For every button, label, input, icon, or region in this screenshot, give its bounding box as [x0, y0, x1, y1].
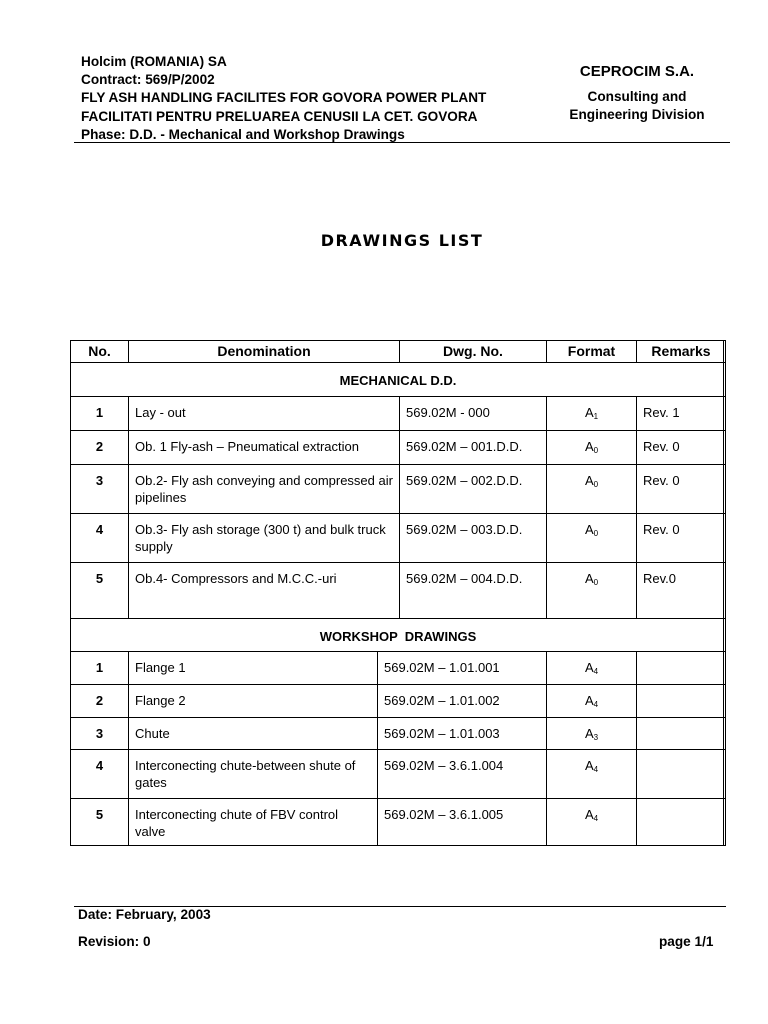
- format-letter: A: [584, 758, 594, 773]
- col-header-remarks: Remarks: [636, 341, 725, 362]
- row-format: [546, 799, 636, 846]
- format-letter: A: [584, 660, 594, 675]
- row-dwg-no: 569.02M – 002.D.D.: [399, 465, 546, 513]
- row-denomination: Flange 1: [128, 652, 377, 684]
- table-row: [71, 464, 725, 513]
- format-index: 4: [593, 700, 599, 709]
- row-denomination: Ob. 1 Fly-ash – Pneumatical extraction: [128, 431, 399, 464]
- format-letter: A: [584, 405, 594, 420]
- drawings-table: [70, 340, 726, 846]
- row-dwg-no: 569.02M – 1.01.003: [377, 718, 546, 749]
- table-row: [71, 749, 725, 798]
- row-dwg-no: 569.02M – 3.6.1.005: [377, 799, 546, 846]
- row-dwg-no: 569.02M – 003.D.D.: [399, 514, 546, 562]
- format-letter: A: [584, 807, 594, 822]
- footer-revision: Revision: 0: [78, 934, 151, 949]
- row-number: 1: [95, 405, 104, 420]
- company-block: [556, 62, 718, 123]
- row-number: 2: [95, 693, 104, 708]
- project-title-ro: FACILITATI PENTRU PRELUAREA CENUSII LA CET. GOVORA: [81, 108, 478, 124]
- contract-line: Contract: 569/P/2002: [81, 72, 215, 88]
- format-index: 3: [593, 733, 599, 742]
- project-header: [81, 53, 486, 144]
- row-remarks: Rev.0: [636, 563, 725, 618]
- format-index: 0: [593, 480, 599, 489]
- row-format: [546, 750, 636, 798]
- format-index: 0: [593, 529, 599, 538]
- format-letter: A: [584, 726, 594, 741]
- row-number: 4: [95, 758, 104, 773]
- company-division: Consulting and Engineering Division: [569, 89, 705, 122]
- col-header-dwg: Dwg. No.: [399, 341, 546, 362]
- format-letter: A: [584, 693, 594, 708]
- row-number: 3: [95, 726, 104, 741]
- row-remarks: [636, 750, 725, 798]
- row-format: [546, 397, 636, 430]
- row-dwg-no: 569.02M – 1.01.002: [377, 685, 546, 717]
- table-row: [71, 651, 725, 684]
- table-row: [71, 430, 725, 464]
- row-denomination: Interconecting chute of FBV control valve: [128, 799, 377, 846]
- table-header-row: [71, 341, 725, 362]
- row-remarks: [636, 718, 725, 749]
- row-remarks: [636, 799, 725, 846]
- row-format: [546, 652, 636, 684]
- format-index: 1: [593, 412, 599, 421]
- format-letter: A: [584, 571, 594, 586]
- row-denomination: Flange 2: [128, 685, 377, 717]
- row-format: [546, 465, 636, 513]
- row-denomination: Lay - out: [128, 397, 399, 430]
- format-letter: A: [584, 473, 594, 488]
- format-index: 0: [593, 446, 599, 455]
- footer-page-number: page 1/1: [659, 934, 714, 949]
- row-dwg-no: 569.02M - 000: [399, 397, 546, 430]
- section-title-workshop: [71, 618, 725, 651]
- row-remarks: Rev. 1: [636, 397, 725, 430]
- table-row: [71, 513, 725, 562]
- header-divider: [74, 142, 730, 143]
- row-denomination: Interconecting chute-between shute of gates: [128, 750, 377, 798]
- col-header-no: No.: [88, 343, 111, 359]
- row-format: [546, 685, 636, 717]
- row-remarks: Rev. 0: [636, 465, 725, 513]
- row-format: [546, 431, 636, 464]
- row-dwg-no: 569.02M – 001.D.D.: [399, 431, 546, 464]
- row-remarks: [636, 652, 725, 684]
- row-number: 5: [95, 571, 104, 586]
- row-denomination: Ob.3- Fly ash storage (300 t) and bulk truck supply: [128, 514, 399, 562]
- table-row: [71, 798, 725, 846]
- format-index: 4: [593, 667, 599, 676]
- phase-line: Phase: D.D. - Mechanical and Workshop Drawings: [81, 126, 405, 142]
- format-index: 4: [593, 814, 599, 823]
- row-dwg-no: 569.02M – 004.D.D.: [399, 563, 546, 618]
- section-title-mechanical: MECHANICAL D.D.: [71, 362, 725, 396]
- footer-date: Date: February, 2003: [78, 907, 211, 922]
- row-denomination: Chute: [128, 718, 377, 749]
- row-number: 4: [95, 522, 104, 537]
- table-row: [71, 396, 725, 430]
- table-row: [71, 717, 725, 749]
- row-remarks: [636, 685, 725, 717]
- format-letter: A: [584, 522, 594, 537]
- client-line: Holcim (ROMANIA) SA: [81, 54, 227, 69]
- format-index: 4: [593, 765, 599, 774]
- company-name: CEPROCIM S.A.: [579, 63, 695, 80]
- row-number: 5: [95, 807, 104, 822]
- row-denomination: Ob.2- Fly ash conveying and compressed air pipelines: [128, 465, 399, 513]
- col-header-denomination: Denomination: [128, 341, 399, 362]
- row-remarks: Rev. 0: [636, 431, 725, 464]
- row-dwg-no: 569.02M – 3.6.1.004: [377, 750, 546, 798]
- row-dwg-no: 569.02M – 1.01.001: [377, 652, 546, 684]
- format-letter: A: [584, 439, 594, 454]
- table-row: [71, 684, 725, 717]
- row-number: 1: [95, 660, 104, 675]
- format-index: 0: [593, 578, 599, 587]
- row-format: [546, 718, 636, 749]
- row-format: [546, 563, 636, 618]
- row-denomination: Ob.4- Compressors and M.C.C.-uri: [128, 563, 399, 618]
- row-number: 2: [95, 439, 104, 454]
- page-title: DRAWINGS LIST: [320, 231, 484, 250]
- row-number: 3: [95, 473, 104, 488]
- row-format: [546, 514, 636, 562]
- col-header-format: Format: [546, 341, 636, 362]
- row-remarks: Rev. 0: [636, 514, 725, 562]
- section-title-workshop-text: WORKSHOP DRAWINGS: [319, 629, 477, 644]
- table-row: [71, 562, 725, 618]
- project-title-en: FLY ASH HANDLING FACILITES FOR GOVORA POWER PLANT: [81, 90, 487, 106]
